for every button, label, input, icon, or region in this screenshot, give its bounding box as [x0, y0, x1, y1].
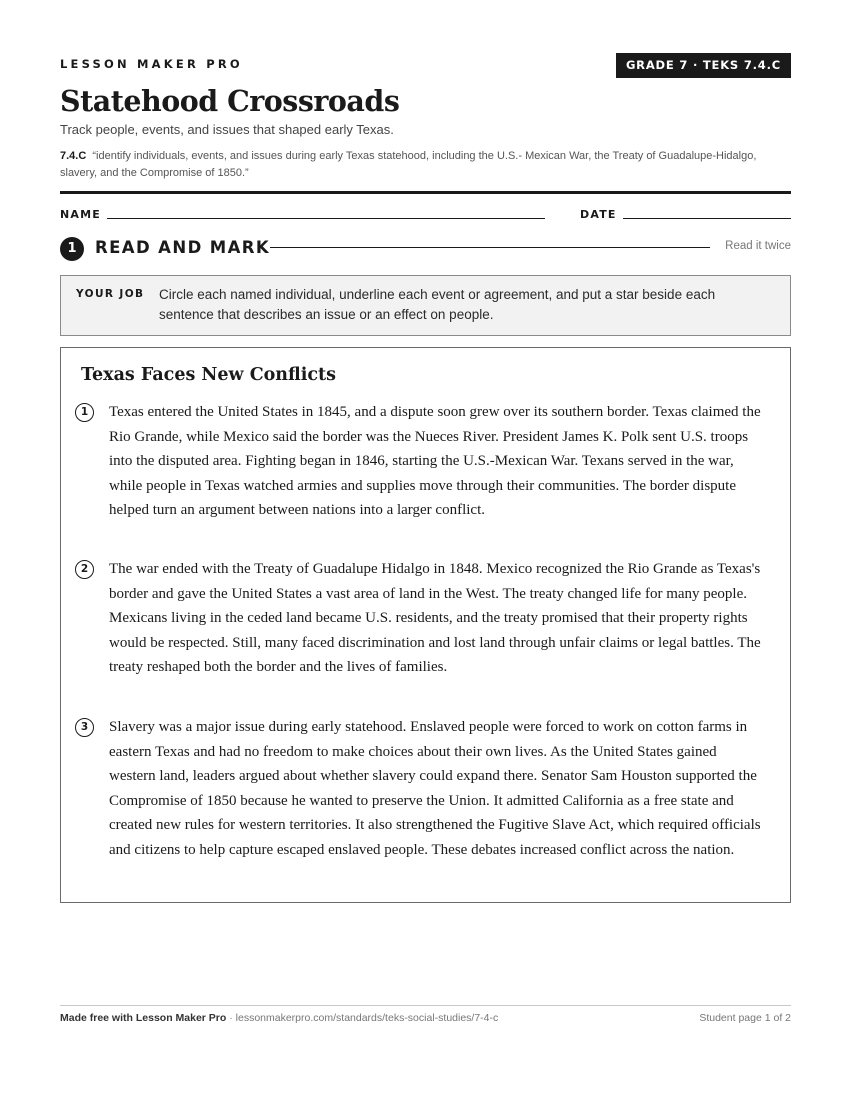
instructions-box	[60, 275, 791, 336]
footer-url[interactable]: lessonmakerpro.com/standards/teks-social-studies/7-4-c	[235, 1012, 499, 1024]
paragraph-number: 3	[75, 718, 94, 737]
grade-badge: GRADE 7 · TEKS 7.4.C	[616, 53, 791, 78]
paragraph-text: Slavery was a major issue during early statehood. Enslaved people were forced to work on cotton farms in eastern Texas and had no freedom to make choices about their own lives. As the United States gained western land, leaders argued about whether slavery could expand there. Senator Sam Houston supported the Compromise of 1850 because he wanted to preserve the Union. It admitted California as a free state and created new rules for western territories. It also strengthened the Fugitive Slave Act, which required officials and citizens to help capture escaped enslaved people. These debates increased conflict across the nation.	[109, 719, 761, 858]
standard-statement	[60, 148, 791, 182]
name-label: NAME	[60, 208, 101, 221]
name-field[interactable]	[107, 218, 545, 219]
section-divider	[270, 247, 710, 248]
header-divider	[60, 191, 791, 194]
page-title: Statehood Crossroads	[60, 84, 400, 118]
footer-separator: ·	[226, 1012, 236, 1024]
paragraph-text: Texas entered the United States in 1845, and a dispute soon grew over its southern border. Texas claimed the Rio Grande, while Mexico said the border was the Nueces River. President James K. Polk sent U.S. troops into the disputed area. Fighting began in 1846, starting the U.S.-Mexican War. Texans served in the war, while people in Texas watched armies and supplies move through their communities. The border dispute helped turn an argument between nations into a larger conflict.	[109, 404, 761, 519]
footer-divider	[60, 1005, 791, 1006]
worksheet-page	[60, 0, 791, 1100]
paragraph-text: The war ended with the Treaty of Guadalupe Hidalgo in 1848. Mexico recognized the Rio Grande as Texas's border and gave the United States a vast area of land in the West. The treaty changed life for many people. Mexicans living in the ceded land became U.S. residents, and the treaty promised that their property rights would be respected. Still, many faced discrimination and lost land through unfair claims or legal battles. The treaty reshaped both the border and the lives of families.	[109, 561, 761, 676]
paragraph-number: 1	[75, 403, 94, 422]
instructions-label: YOUR JOB	[76, 288, 145, 300]
standard-text: “identify individuals, events, and issues during early Texas statehood, including the U.S.- Mexican War, the Treaty of Guadalupe-Hidalgo, slavery, and the Compromise of 1850.”	[60, 150, 757, 179]
standard-code: 7.4.C	[60, 150, 87, 162]
footer-credit	[60, 1012, 498, 1024]
section-note: Read it twice	[725, 240, 791, 252]
page-subtitle: Track people, events, and issues that shaped early Texas.	[60, 122, 394, 137]
paragraph-number: 2	[75, 560, 94, 579]
instructions-text: Circle each named individual, underline each event or agreement, and put a star beside each sentence that describes an issue or an effect on people.	[159, 287, 716, 322]
reading-title: Texas Faces New Conflicts	[81, 365, 336, 385]
reading-passage	[60, 347, 791, 903]
section-title: READ AND MARK	[95, 238, 271, 257]
brand-name: LESSON MAKER PRO	[60, 57, 243, 71]
page-indicator: Student page 1 of 2	[699, 1012, 791, 1024]
footer-made-with: Made free with Lesson Maker Pro	[60, 1012, 227, 1024]
date-field[interactable]	[623, 218, 791, 219]
date-label: DATE	[580, 208, 617, 221]
section-number-badge: 1	[60, 237, 84, 261]
